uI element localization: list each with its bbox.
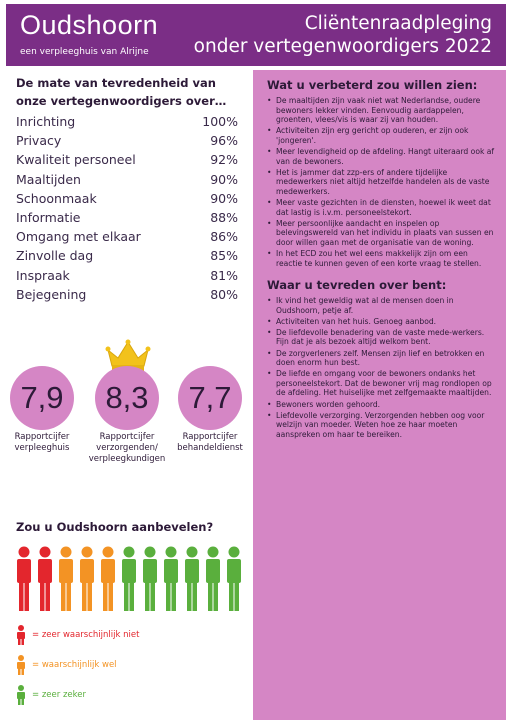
list-item: • Meer levendigheid op de afdeling. Hangt uiteraard ook af van de bewoners. [267,147,496,166]
score-value: 96% [210,133,238,149]
score-label: Kwaliteit personeel [16,152,136,168]
person-icon-orange [101,547,115,612]
list-item: • Activiteiten zijn erg gericht op ouderen, er zijn ook 'jongeren'. [267,126,496,145]
person-icon-orange [59,547,73,612]
legend-item-red [16,625,139,645]
person-icon-green [185,547,199,612]
title-line-2: onder vertegenwoordigers 2022 [193,36,492,57]
score-value: 90% [210,190,238,206]
score-label: Informatie [16,209,81,225]
score-label: Privacy [16,133,62,149]
list-item: • Meer persoonlijke aandacht en inspelen op belevingswereld van het individu in plaats van sussen en door willen gaan met de organisatie van de woning. [267,219,496,248]
score-value: 92% [210,152,238,168]
grade-circle-verzorgenden: 8,3 [95,366,159,430]
recommend-people-pictogram [14,546,244,612]
score-row [16,268,238,287]
grade-circle-behandeldienst: 7,7 [178,366,242,430]
list-item: • Activiteiten van het huis. Genoeg aanbod. [267,317,496,327]
score-value: 85% [210,248,238,264]
person-icon-red [17,547,31,612]
score-value: 88% [210,209,238,225]
list-item: • De maaltijden zijn vaak niet wat Nederlandse, oudere bewoners lekker vinden. Eenvoudig aardappelen, groenten, vlees/vis is waar zij van houden. [267,96,496,125]
score-row [16,287,238,306]
score-value: 100% [202,114,238,129]
satisfaction-heading: De mate van tevredenheid van onze vertegenwoordigers over… [16,76,227,108]
list-item: • Het is jammer dat zzp-ers of andere tijdelijke medewerkers niet altijd hetzelfde handelen als de vaste medewerkers. [267,168,496,197]
score-value: 90% [210,171,238,187]
legend-item-orange [16,655,117,675]
score-row [16,133,238,152]
list-item: • Ik vind het geweldig wat al de mensen doen in Oudshoorn, petje af. [267,296,496,315]
satisfied-heading: Waar u tevreden over bent: [267,278,447,293]
score-row [16,152,238,171]
list-item: • Bewoners worden gehoord. [267,400,496,410]
person-icon-green [122,547,136,612]
title-line-1: Cliëntenraadpleging [304,13,492,34]
grade-label-behandeldienst: Rapportcijfer behandeldienst [177,432,243,453]
satisfied-list [267,296,496,439]
recommend-question: Zou u Oudshoorn aanbevelen? [16,520,214,534]
legend-label-red: = zeer waarschijnlijk niet [32,630,140,640]
grade-label-verzorgenden: Rapportcijfer verzorgenden/ verpleegkundigen [88,432,166,464]
score-label: Maaltijden [16,171,81,187]
score-row [16,172,238,191]
list-item: • Liefdevolle verzorging. Verzorgenden hebben oog voor welzijn van moeder. Weten hoe ze haar moeten aanspreken om haar te bereiken. [267,411,496,440]
score-label: Inrichting [16,114,76,129]
score-label: Bejegening [16,286,87,302]
list-item: • De liefdevolle benadering van de vaste mede-werkers. Fijn dat je als bezoek altijd welkom bent. [267,328,496,347]
person-icon-green [227,547,241,612]
score-value: 80% [210,286,238,302]
score-label: Omgang met elkaar [16,229,141,245]
legend-label-orange: = waarschijnlijk wel [32,660,117,670]
legend-label-green: = zeer zeker [32,690,86,700]
list-item: • De liefde en omgang voor de bewoners ondanks het personeelstekort. Dat de bewoner vrij mag rondlopen op de afdeling. Het huiselijke met zelfgemaakte maaltijden. [267,369,496,398]
person-icon-green [206,547,220,612]
score-row [16,114,238,133]
logo: Oudshoorn [20,10,159,40]
grade-label-verpleeghuis: Rapportcijfer verpleeghuis [14,432,70,453]
feedback-panel [253,70,506,720]
improve-heading: Wat u verbeterd zou willen zien: [267,78,478,92]
score-row [16,248,238,267]
list-item: • De zorgverleners zelf. Mensen zijn lief en betrokken en doen enorm hun best. [267,349,496,368]
person-icon-orange [80,547,94,612]
score-label: Zinvolle dag [16,248,94,264]
logo-subtitle: een verpleeghuis van Alrijne [20,47,149,57]
person-icon-green [164,547,178,612]
score-label: Inspraak [16,267,70,283]
satisfaction-list [16,114,238,306]
list-item: • In het ECD zou het wel eens makkelijk zijn om een reactie te kunnen geven of een korte vraag te stellen. [267,249,496,268]
score-row [16,191,238,210]
improve-list [267,96,496,268]
score-row [16,210,238,229]
list-item: • Meer vaste gezichten in de diensten, hoewel ik weet dat dat lastig is i.v.m. personeelstekort. [267,198,496,217]
page-title [194,12,492,58]
person-icon-red [38,547,52,612]
person-icon-green [143,547,157,612]
grade-circle-verpleeghuis: 7,9 [10,366,74,430]
score-value: 81% [210,267,238,283]
score-label: Schoonmaak [16,190,97,206]
person-icon-red [16,625,26,645]
person-icon-orange [16,655,26,675]
score-value: 86% [210,229,238,245]
legend-item-green [16,685,86,705]
header-banner [6,4,506,66]
score-row [16,229,238,248]
person-icon-green [16,685,26,705]
